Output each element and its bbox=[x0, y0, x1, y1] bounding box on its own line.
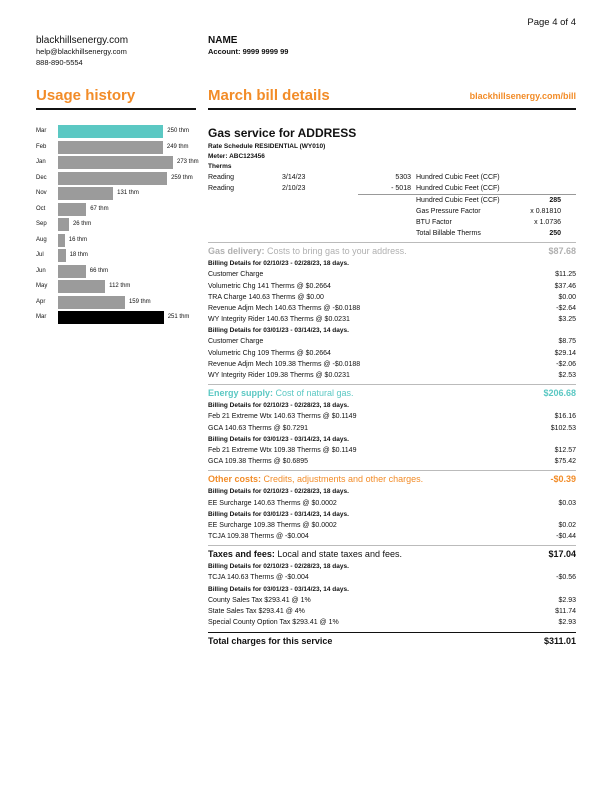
charge-amount: $0.02 bbox=[558, 521, 576, 529]
calc-value: x 0.81810 bbox=[530, 207, 561, 215]
usage-bar-row bbox=[36, 264, 196, 280]
usage-bar bbox=[58, 125, 163, 138]
charge-amount: $2.53 bbox=[558, 372, 576, 379]
charge-desc: GCA 109.38 Therms @ $0.6895 bbox=[208, 458, 308, 466]
usage-bar bbox=[58, 172, 167, 185]
usage-month-label: Jul bbox=[36, 252, 44, 258]
usage-bar bbox=[58, 249, 66, 262]
charge-line bbox=[208, 348, 576, 359]
charge-line bbox=[208, 411, 576, 422]
charge-sections bbox=[208, 242, 576, 628]
charge-desc: Volumetric Chg 141 Therms @ $0.2664 bbox=[208, 282, 331, 290]
usage-bar bbox=[58, 265, 86, 278]
charge-line bbox=[208, 423, 576, 434]
charge-desc: Feb 21 Extreme Wtx 109.38 Therms @ $0.1149 bbox=[208, 446, 357, 454]
usage-bar bbox=[58, 187, 113, 200]
usage-bar-row bbox=[36, 124, 196, 140]
charge-line bbox=[208, 572, 576, 583]
usage-month-label: Dec bbox=[36, 174, 47, 181]
usage-month-label: Oct bbox=[36, 205, 46, 212]
calc-desc: Hundred Cubic Feet (CCF) bbox=[416, 197, 500, 205]
charge-desc: Customer Charge bbox=[208, 271, 264, 279]
usage-value-label: 259 thm bbox=[171, 174, 193, 181]
usage-value-label: 18 thm bbox=[69, 252, 88, 258]
charge-amount: -$2.64 bbox=[556, 304, 576, 312]
calc-value: 250 bbox=[549, 229, 561, 237]
usage-value-label: 249 thm bbox=[166, 143, 189, 150]
charge-line bbox=[208, 531, 576, 542]
charge-line bbox=[208, 520, 576, 531]
billing-period-row bbox=[208, 509, 576, 520]
calc-row bbox=[358, 217, 576, 228]
usage-bar-row bbox=[36, 171, 196, 187]
usage-value-label: 16 thm bbox=[68, 236, 88, 243]
charge-line bbox=[208, 456, 576, 467]
company-website[interactable]: blackhillsenergy.com bbox=[36, 35, 129, 46]
company-phone: 888-890-5554 bbox=[36, 58, 83, 67]
usage-bar bbox=[58, 311, 164, 324]
charge-desc: Billing Details for 02/10/23 - 02/28/23, 18 days. bbox=[208, 488, 349, 496]
billing-period-row bbox=[208, 400, 576, 411]
charge-desc: WY Integrity Rider 140.63 Therms @ $0.0231 bbox=[208, 316, 350, 324]
charge-amount: -$0.56 bbox=[556, 574, 576, 582]
charge-amount: $0.00 bbox=[558, 293, 576, 301]
charge-desc: Feb 21 Extreme Wtx 140.63 Therms @ $0.1149 bbox=[208, 413, 357, 421]
billing-period-row bbox=[208, 325, 576, 336]
usage-value-label: 67 thm bbox=[90, 205, 109, 212]
charge-line bbox=[208, 292, 576, 303]
usage-value-label: 131 thm bbox=[117, 190, 139, 196]
company-info bbox=[36, 35, 128, 68]
calc-value: 285 bbox=[549, 197, 561, 205]
charge-desc: Billing Details for 03/01/23 - 03/14/23, 14 days. bbox=[208, 585, 349, 593]
usage-value-label: 273 thm bbox=[177, 159, 199, 165]
billing-period-row bbox=[208, 561, 576, 572]
usage-bar-row bbox=[36, 279, 196, 295]
charge-amount: $37.46 bbox=[554, 282, 576, 290]
usage-bar bbox=[58, 156, 173, 169]
section-header bbox=[208, 473, 576, 486]
section-divider bbox=[208, 470, 576, 471]
charge-desc: Billing Details for 03/01/23 - 03/14/23, 14 days. bbox=[208, 435, 349, 443]
therms-label: Therms bbox=[208, 163, 232, 170]
section-subtitle: Costs to bring gas to your address. bbox=[264, 246, 407, 257]
charge-desc: WY Integrity Rider 109.38 Therms @ $0.0231 bbox=[208, 372, 350, 379]
charge-amount: $11.74 bbox=[555, 608, 576, 615]
charge-desc: Revenue Adjm Mech 109.38 Therms @ -$0.0188 bbox=[208, 360, 361, 368]
customer-info bbox=[208, 35, 288, 57]
customer-name: NAME bbox=[208, 35, 238, 46]
calc-desc: Gas Pressure Factor bbox=[416, 207, 481, 215]
charge-desc: Volumetric Chg 109 Therms @ $0.2664 bbox=[208, 349, 331, 357]
charge-desc: TCJA 140.63 Therms @ -$0.004 bbox=[208, 574, 309, 582]
charge-line bbox=[208, 303, 576, 314]
usage-month-label: Mar bbox=[36, 314, 47, 320]
charge-desc: EE Surcharge 109.38 Therms @ $0.0002 bbox=[208, 521, 337, 529]
usage-bar-row bbox=[36, 155, 199, 171]
total-label: Total charges for this service bbox=[208, 636, 333, 647]
reading-value: 5303 bbox=[395, 174, 411, 181]
bill-rule bbox=[208, 108, 576, 110]
billing-period-row bbox=[208, 584, 576, 595]
charge-desc: Billing Details for 02/10/23 - 02/28/23, 18 days. bbox=[208, 402, 349, 410]
section-divider bbox=[208, 545, 576, 546]
charge-desc: Special County Option Tax $293.41 @ 1% bbox=[208, 619, 339, 627]
charge-desc: Revenue Adjm Mech 140.63 Therms @ -$0.0188 bbox=[208, 304, 361, 312]
charge-amount: $3.25 bbox=[558, 316, 576, 324]
charge-amount: $75.42 bbox=[554, 458, 576, 466]
charge-desc: TRA Charge 140.63 Therms @ $0.00 bbox=[208, 293, 324, 301]
charge-line bbox=[208, 445, 576, 456]
page-number: Page 4 of 4 bbox=[527, 17, 576, 28]
account-number: Account: 9999 9999 99 bbox=[208, 47, 289, 56]
service-title: Gas service for ADDRESS bbox=[208, 126, 357, 140]
charge-desc: Billing Details for 02/10/23 - 02/28/23, 18 days. bbox=[208, 260, 349, 268]
charge-desc: GCA 140.63 Therms @ $0.7291 bbox=[208, 424, 308, 432]
usage-bar bbox=[58, 203, 86, 216]
usage-bar-row bbox=[36, 140, 196, 156]
reading-label: Reading bbox=[208, 174, 235, 181]
charge-line bbox=[208, 606, 576, 617]
charge-line bbox=[208, 281, 576, 292]
reading-date: 3/14/23 bbox=[282, 174, 306, 181]
usage-month-label: May bbox=[36, 283, 48, 289]
calc-desc: BTU Factor bbox=[416, 218, 452, 226]
charge-desc: Billing Details for 02/10/23 - 02/28/23, 18 days. bbox=[208, 563, 349, 571]
charge-desc: Billing Details for 03/01/23 - 03/14/23, 14 days. bbox=[208, 510, 349, 518]
usage-value-label: 112 thm bbox=[109, 283, 131, 289]
charge-desc: EE Surcharge 140.63 Therms @ $0.0002 bbox=[208, 499, 337, 507]
bill-details bbox=[208, 125, 576, 648]
total-amount: $311.01 bbox=[543, 636, 576, 647]
charge-amount: $12.57 bbox=[554, 446, 576, 454]
meter-number: Meter: ABC123456 bbox=[208, 153, 265, 160]
usage-bar bbox=[58, 296, 125, 309]
usage-rule bbox=[36, 108, 196, 110]
charge-amount: $11.25 bbox=[555, 271, 576, 279]
charge-amount: $102.53 bbox=[550, 424, 576, 432]
charge-line bbox=[208, 617, 576, 628]
charge-desc: State Sales Tax $293.41 @ 4% bbox=[208, 608, 305, 615]
reading-label: Reading bbox=[208, 185, 235, 193]
usage-value-label: 159 thm bbox=[128, 298, 151, 305]
section-amount: -$0.39 bbox=[550, 474, 576, 485]
section-header bbox=[208, 387, 576, 400]
section-subtitle: Cost of natural gas. bbox=[273, 388, 354, 399]
calc-desc: Total Billable Therms bbox=[416, 229, 481, 237]
section-title: Energy supply: bbox=[208, 388, 274, 399]
section-subtitle: Local and state taxes and fees. bbox=[274, 549, 402, 560]
charge-amount: -$0.44 bbox=[556, 533, 576, 541]
usage-bar-row bbox=[36, 295, 196, 311]
section-title: Taxes and fees: bbox=[208, 549, 275, 560]
section-header bbox=[208, 548, 576, 561]
reading-date: 2/10/23 bbox=[282, 185, 306, 193]
charge-line bbox=[208, 498, 576, 509]
usage-bar bbox=[58, 280, 105, 293]
charge-desc: Customer Charge bbox=[208, 338, 264, 346]
section-divider bbox=[208, 384, 576, 385]
usage-value-label: 251 thm bbox=[167, 314, 190, 320]
section-header bbox=[208, 245, 576, 258]
charge-amount: $0.03 bbox=[558, 499, 576, 507]
section-title: Gas delivery: bbox=[208, 246, 265, 257]
usage-history-chart bbox=[36, 124, 199, 326]
charge-desc: Billing Details for 03/01/23 - 03/14/23, 14 days. bbox=[208, 327, 349, 335]
usage-month-label: Jun bbox=[36, 267, 46, 274]
rate-schedule: Rate Schedule RESIDENTIAL (WY010) bbox=[208, 143, 326, 150]
charge-amount: $8.75 bbox=[558, 338, 576, 346]
bill-details-heading: March bill details bbox=[208, 87, 330, 104]
charge-desc: TCJA 109.38 Therms @ -$0.004 bbox=[208, 533, 309, 541]
usage-month-label: Mar bbox=[36, 128, 47, 134]
section-amount: $206.68 bbox=[543, 388, 576, 399]
section-amount: $17.04 bbox=[548, 549, 576, 560]
charge-amount: $29.14 bbox=[554, 349, 576, 357]
usage-bar bbox=[58, 141, 163, 154]
usage-month-label: Aug bbox=[36, 236, 47, 243]
charge-line bbox=[208, 269, 576, 280]
billing-period-row bbox=[208, 258, 576, 269]
total-row bbox=[208, 635, 576, 648]
usage-month-label: Nov bbox=[36, 190, 47, 196]
usage-value-label: 250 thm bbox=[167, 128, 189, 134]
charge-line bbox=[208, 359, 576, 370]
usage-value-label: 66 thm bbox=[89, 267, 109, 274]
bill-link[interactable]: blackhillsenergy.com/bill bbox=[469, 91, 576, 101]
section-divider bbox=[208, 242, 576, 243]
usage-month-label: Jan bbox=[36, 159, 46, 165]
usage-value-label: 26 thm bbox=[72, 221, 92, 227]
readings-table bbox=[208, 172, 576, 239]
usage-month-label: Feb bbox=[36, 143, 47, 150]
charge-desc: County Sales Tax $293.41 @ 1% bbox=[208, 596, 311, 604]
calc-row bbox=[358, 194, 576, 205]
company-email[interactable]: help@blackhillsenergy.com bbox=[36, 47, 127, 56]
usage-bar bbox=[58, 218, 69, 231]
total-rule bbox=[208, 632, 576, 633]
section-subtitle: Credits, adjustments and other charges. bbox=[261, 474, 424, 485]
reading-row bbox=[208, 183, 576, 194]
charge-amount: $2.93 bbox=[558, 596, 576, 604]
billing-period-row bbox=[208, 434, 576, 445]
usage-bar-row bbox=[36, 186, 196, 202]
charge-amount: -$2.06 bbox=[556, 360, 576, 368]
reading-desc: Hundred Cubic Feet (CCF) bbox=[416, 174, 500, 181]
usage-bar-row bbox=[36, 248, 196, 264]
charge-line bbox=[208, 336, 576, 347]
usage-month-label: Apr bbox=[36, 298, 46, 305]
usage-bar-row bbox=[36, 310, 196, 326]
reading-row bbox=[208, 172, 576, 183]
usage-bar-row bbox=[36, 217, 196, 233]
billing-period-row bbox=[208, 486, 576, 497]
calc-row bbox=[358, 228, 576, 239]
section-amount: $87.68 bbox=[548, 246, 576, 257]
section-title: Other costs: bbox=[208, 474, 262, 485]
usage-bar bbox=[58, 234, 65, 247]
usage-bar-row bbox=[36, 202, 196, 218]
charge-line bbox=[208, 595, 576, 606]
usage-month-label: Sep bbox=[36, 221, 47, 227]
charge-amount: $2.93 bbox=[558, 619, 576, 627]
charge-line bbox=[208, 370, 576, 381]
usage-bar-row bbox=[36, 233, 196, 249]
calc-row bbox=[358, 206, 576, 217]
charge-line bbox=[208, 314, 576, 325]
usage-history-heading: Usage history bbox=[36, 87, 136, 104]
charge-amount: $16.16 bbox=[554, 413, 576, 421]
reading-desc: Hundred Cubic Feet (CCF) bbox=[416, 185, 500, 193]
calc-value: x 1.0736 bbox=[534, 218, 561, 226]
reading-value: - 5018 bbox=[391, 185, 411, 193]
